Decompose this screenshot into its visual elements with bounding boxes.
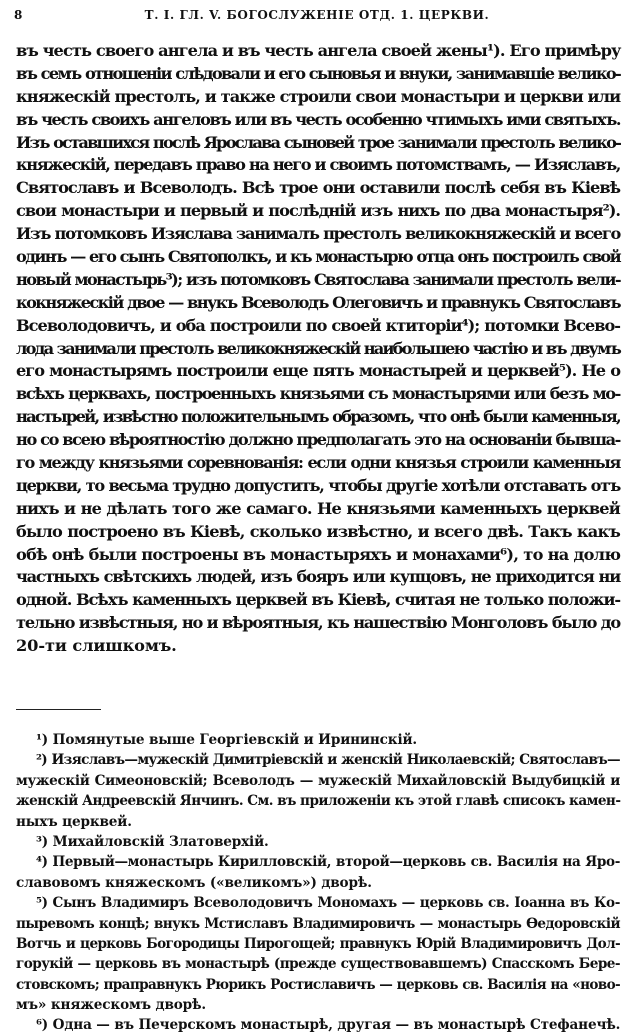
footnote-line: мъ» княжескомъ дворѣ.: [16, 997, 206, 1014]
body-text-line: 20-ти слишкомъ.: [16, 636, 177, 656]
footnote-line: Вотчь и церковь Богородицы Пирогощей; правнукъ Юрій Владимировичъ Дол-: [16, 935, 620, 952]
footnote-line: ⁶) Одна — въ Печерскомъ монастырѣ, другая — въ монастырѣ Стефанечѣ.: [36, 1017, 621, 1034]
body-text-line: частныхъ свѣтскихъ людей, изъ бояръ или купцовъ, не приходится ни: [16, 567, 620, 587]
footnote-line: ²) Изяславъ—мужескій Димитріевскій и женскій Николаевскій; Святославъ—: [36, 752, 620, 769]
footnote-line: ныхъ церквей.: [16, 813, 132, 830]
body-text-line: лода занимали престолъ великокняжескій наибольшею частію и въ двумъ: [16, 338, 620, 358]
footnote-line: ⁴) Первый—монастырь Кирилловскій, второй—церковь св. Василія на Яро-: [36, 854, 620, 871]
body-text-line: Святославъ и Всеволодъ. Всѣ трое они оставили послѣ себя въ Кіевѣ: [16, 178, 620, 198]
body-text-line: новый монастырь³); изъ потомковъ Святослава занимали престолъ вели-: [16, 269, 620, 289]
footnote: [16, 893, 620, 1015]
footnote-line: стовскомъ; праправнукъ Рюрикъ Ростиславичъ — церковь св. Василія на «ново-: [16, 976, 620, 993]
body-text-line: Изъ оставшихся послѣ Ярослава сыновей трое занимали престолъ велико-: [16, 132, 620, 152]
body-text-line: княжескій, передавъ право на него и своимъ потомствамъ, — Изяславъ,: [16, 155, 620, 175]
body-text-line: въ честь своего ангела и въ честь ангела своей жены¹). Его примѣру: [16, 41, 621, 60]
body-text-line: въ семъ отношеніи слѣдовали и его сыновья и внуки, занимавшіе велико-: [16, 63, 620, 83]
body-text-line: тельно извѣстныя, но и вѣроятныя, къ нашествію Монголовъ было до: [16, 613, 620, 633]
body-text-line: его монастырямъ построили еще пять монастырей и церквей⁵). Не о: [16, 361, 620, 381]
page-number: 8: [14, 8, 23, 22]
body-text-line: всѣхъ церквахъ, построенныхъ князьями съ монастырями или безъ мо-: [16, 384, 620, 404]
footnote-line: ⁵) Сынъ Владимиръ Всеволодовичъ Мономахъ — церковь св. Іоанна въ Ко-: [36, 895, 620, 912]
body-text-line: одной. Всѣхъ каменныхъ церквей въ Кіевѣ, считая не только положи-: [16, 590, 620, 610]
footnote-line: пыревомъ концѣ; внукъ Мстиславъ Владимировичъ — монастырь Ѳедоровскій: [16, 915, 620, 932]
body-text-line: Изъ потомковъ Изяслава занималъ престолъ великокняжескій и всего: [16, 224, 620, 244]
body-text-line: Всеволодовичъ, и оба построили по своей ктиторіи⁴); потомки Всево-: [16, 315, 620, 335]
footnote-line: мужескій Симеоновскій; Всеволодъ — мужескій Михайловскій Выдубицкій и: [16, 772, 620, 789]
footnote-line: славовомъ княжескомъ («великомъ») дворѣ.: [16, 874, 372, 891]
body-text-line: обѣ онѣ были построены въ монастыряхъ и монахами⁶), то на долю: [16, 544, 621, 564]
body-text-line: го между князьями соревнованія: если одни князья строили каменныя: [16, 453, 620, 473]
footnote: [16, 730, 620, 750]
footnote-line: ³) Михайловскій Златоверхій.: [36, 833, 269, 850]
running-title: Т. I. ГЛ. V. БОГОСЛУЖЕНІЕ ОТД. 1. ЦЕРКВИ.: [144, 8, 490, 22]
main-text: [16, 40, 620, 658]
body-text-line: было построено въ Кіевѣ, сколько извѣстно, и всего двѣ. Такъ какъ: [16, 521, 620, 541]
footnote-line: женскій Андреевскій Янчинъ. См. въ приложеніи къ этой главѣ списокъ камен-: [16, 793, 621, 810]
body-text-line: свои монастыри и первый и послѣдній изъ нихъ по два монастыря²).: [16, 201, 620, 221]
footnote-line: ¹) Помянутые выше Георгіевскій и Ирининскій.: [36, 732, 417, 748]
body-text-line: княжескій престолъ, и также строили свои монастыри и церкви или: [16, 86, 621, 106]
footnote-separator: [16, 709, 101, 710]
body-text-line: кокняжескій двое — внукъ Всеволодъ Олеговичъ и правнукъ Святославъ: [16, 292, 620, 312]
footnote: [16, 832, 620, 852]
footnote: [16, 750, 620, 832]
body-text-line: одинъ — его сынъ Святополкъ, и къ монастырю отца онъ построилъ свой: [16, 247, 620, 267]
footnote: [16, 1015, 620, 1035]
running-header: [14, 6, 620, 28]
footnote: [16, 852, 620, 893]
body-text-line: церкви, то весьма трудно допустить, чтобы другіе хотѣли отставать отъ: [16, 475, 620, 495]
footnote-line: горукій — церковь въ монастырѣ (прежде существовавшемъ) Спасскомъ Бере-: [16, 956, 620, 973]
body-text-line: въ честь своихъ ангеловъ или въ честь особенно чтимыхъ ими святыхъ.: [16, 109, 621, 129]
footnotes: [16, 730, 620, 1036]
body-text-line: но со всею вѣроятностію должно предполагать это на основаніи бывша-: [16, 430, 620, 450]
body-text-line: нихъ и не дѣлать того же самаго. Не князьями каменныхъ церквей: [16, 498, 620, 518]
body-text-line: настырей, извѣстно положительнымъ образомъ, что онѣ были каменныя,: [16, 407, 620, 427]
